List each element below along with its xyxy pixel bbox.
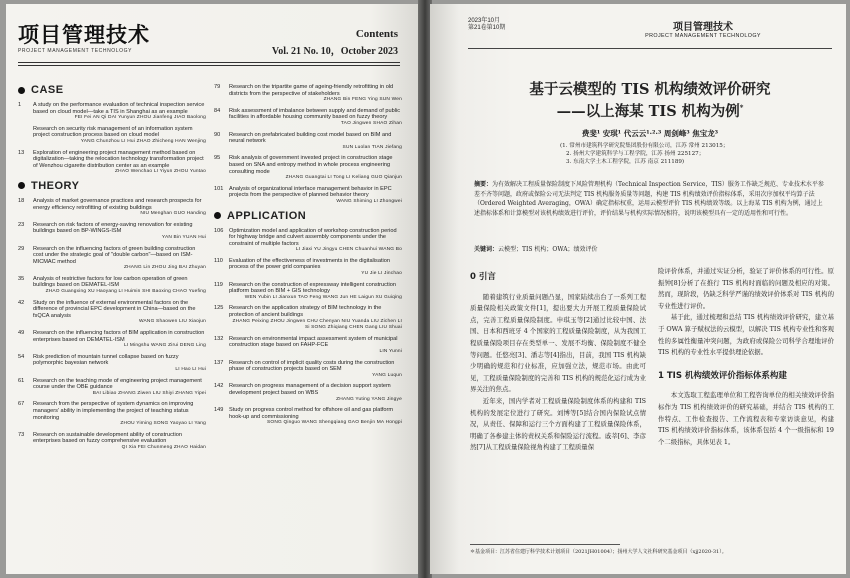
entry-page-number: 23 [18, 221, 25, 228]
contents-entry [18, 401, 206, 427]
contents-entry [214, 132, 402, 152]
body-column-left [470, 266, 646, 454]
contents-entry [18, 330, 206, 350]
entry-page-number: 106 [214, 227, 224, 234]
contents-column-left [18, 80, 206, 456]
entry-title: Research on security risk management of an information system project construction process based on cloud model [33, 125, 193, 139]
entry-authors: YAN Bin YUAN Hui [161, 234, 206, 240]
contents-entry [18, 300, 206, 326]
contents-entry [18, 150, 206, 176]
contents-entry [214, 108, 402, 128]
entry-title: Research on sustainable development ability of construction enterprises based on fuzzy comprehensive evaluation [33, 431, 182, 445]
abstract [474, 180, 824, 218]
contents-entry [18, 354, 206, 374]
entry-body [33, 276, 206, 296]
entry-page-number: 110 [214, 257, 223, 264]
contents-entry [214, 383, 402, 403]
entry-body [33, 198, 206, 218]
section-0-paragraph-1: 随着建筑行业质量问题凸显，国家陆续出台了一系列工程质量保险相关政策文件[1]，提出要大力开展工程质量保险试点，完善工程质量保险制度。申琪玉等[2]通过比较中国、法国、日本和西班牙 4 个国家的工程质量保险制度，从为我国工程质量保险项目存在类型单一、发展不均衡、保险制度不健全等问题。任悠亮[3]、潘志等[4]指出，目前，我国 TIS 机构缺少明确的规范和行业标准，应加强立法，规范市场。由此可见，工程质量保险制度的完善和 TIS 机构的规范化运行成为业界关注的焦点。 [470, 292, 646, 394]
section-title: CASE [31, 84, 64, 96]
entry-authors: YANG Chunzhou LI Hui ZHAO Zhicheng HAN Wenjing [80, 138, 206, 144]
entry-page-number: 79 [214, 84, 221, 90]
entry-authors: QI Xia FEI Chunmeng ZHAO Haidan [121, 444, 206, 450]
entry-title: Risk assessment of imbalance between supply and demand of public facilities in affordable housing community based on fuzzy theory [229, 107, 401, 121]
contents-entry [214, 258, 402, 278]
entry-body [229, 108, 402, 128]
contents-title: Contents [355, 28, 398, 40]
entry-title: Research on the influencing factors of BIM application in construction enterprises based on DEMATEL-ISM [33, 330, 205, 343]
section-1-heading: 1 TIS 机构绩效评价指标体系构建 [658, 370, 787, 381]
contents-entry [18, 198, 206, 218]
entry-title: Risk prediction of mountain tunnel collapse based on fuzzy polymorphic bayesian network [33, 353, 179, 367]
entry-title: Evaluation of the effectiveness of investments in the digitalisation process of the power grid companies [229, 257, 390, 271]
entry-title: Research from the perspective of system dynamics on improving managers' ability in implementing the project of teaching status monitoring [33, 401, 194, 421]
entry-title: Research on the teaching mode of engineering project management course under the OBE guidance [33, 377, 202, 391]
entry-authors: LI Hao LI Hui [175, 367, 206, 372]
running-logo-subtitle: PROJECT MANAGEMENT TECHNOLOGY [645, 33, 761, 39]
entry-authors: WANG Shaowen LIU Xiaojun [138, 319, 206, 325]
header-rule-thin [18, 65, 400, 66]
entry-body [229, 132, 402, 152]
contents-page [6, 4, 420, 574]
entry-page-number: 95 [214, 155, 221, 162]
entry-body [229, 336, 402, 356]
entry-body [33, 401, 206, 427]
entry-page-number: 29 [18, 245, 25, 252]
contents-entry [214, 360, 402, 380]
section-title: APPLICATION [227, 209, 307, 222]
entry-authors: LI Mingshu WANG Zirui DENG Ling [124, 343, 206, 349]
contents-entry [18, 276, 206, 296]
entry-page-number: 142 [214, 383, 224, 390]
entry-page-number: 35 [18, 275, 25, 282]
volume-issue: Vol. 21 No. 10，October 2023 [271, 46, 398, 57]
article-authors: 费斐¹ 安琪¹ 代云云¹·²·³ 周剑峰³ 焦宝龙³ [581, 129, 719, 138]
affiliation-2: 2. 扬州大学建筑科学与工程学院，江苏 扬州 225127； [566, 151, 705, 157]
contents-entry [214, 186, 402, 206]
entry-title: Risk analysis of government invested project in construction stage based on SNA and entropy method in whole process engineering consulting mode [229, 155, 393, 175]
issue-number: 第21卷第10期 [468, 25, 506, 31]
entry-authors: FEI Fei AN Qi DAI Yunyun ZHOU Jianfeng JIAO Baolong [74, 115, 206, 121]
issue-info [468, 18, 505, 32]
entry-page-number: 137 [214, 359, 224, 366]
entry-authors: ZHANG Guangtai LI Tong LI Keliang GUO Qianjun [285, 175, 402, 181]
entry-authors: ZHAO Guangxing XU Haoyang LI Huimin SHI Baoxing CHAO Yuefing [45, 289, 206, 295]
section-bullet-icon [18, 87, 25, 94]
entry-authors: ZHOU Yiming SONG Yaoyao LI Yang [120, 421, 206, 427]
section-title: THEORY [31, 179, 80, 192]
contents-entry [214, 305, 402, 331]
contents-entry [18, 378, 206, 398]
entry-body [33, 432, 206, 452]
section-0-paragraph-2: 近年来，国内学者对工程质量保险制度体系的构建和 TIS 机构的发展定位进行了研究。刘博等[5]结合国内保险试点情况，从责任、保障和运行三个方面构建了工程质量保险体系，明确了各参建主体的责权关系和保险运行流程。戚莘[6]、李彦然[7]从工程质量保险视角构建了工程质量保 [470, 396, 646, 452]
entry-title: Research on progress management of a decision support system development project based on WBS [229, 383, 391, 396]
entry-body [33, 126, 206, 146]
title-footnote-mark: * [739, 103, 744, 113]
entry-body [33, 102, 206, 122]
entry-page-number: 42 [18, 299, 25, 306]
entry-title: Research on prefabricated building cost model based on BIM and neural network [229, 131, 392, 145]
entry-title: A study on the performance evaluation of technical inspection service based on cloud model—take a TIS in Shanghai as an example [33, 102, 205, 115]
affiliation-1: (1. 常州市建筑科学研究院集团股份有限公司，江苏 常州 213015； [560, 143, 729, 149]
abstract-label: 摘要： [474, 181, 493, 188]
entry-body [33, 300, 206, 326]
entry-title: Analysis of restrictive factors for low carbon operation of green buildings based on DEMATEL-ISM [33, 275, 188, 289]
entry-body [229, 360, 402, 380]
entry-page-number: 73 [18, 431, 25, 438]
entry-page-number: 13 [18, 149, 25, 156]
header-rule [18, 62, 400, 63]
entry-body [229, 407, 402, 427]
article-page [430, 4, 846, 574]
entry-title: Analysis of organizational interface management behavior in EPC projects from the perspective of planned behavior theory [229, 185, 392, 199]
article-title-line2 [468, 100, 832, 121]
section-1-paragraph-1: 本文选取工程监理单位和工程咨询单位的相关绩效评价指标作为 TIS 机构绩效评价的研究基础，并结合 TIS 机构的工作特点、工作检查报告、工作流程表和专家访谈意见，构建 TIS 机构绩效评价指标体系，该体系包括 4 个一级指标和 19 个二级指标，具体见表 1。 [658, 391, 834, 446]
contents-entry [214, 407, 402, 427]
entry-body [33, 246, 206, 272]
entry-authors: TAO Jingwen SHAO Zihan [340, 120, 402, 126]
journal-logo [18, 24, 150, 54]
article-title-line1: 基于云模型的 TIS 机构绩效评价研究 [529, 81, 771, 98]
entry-title: Study on progress control method for offshore oil and gas platform hook-up and commissioning [229, 407, 394, 420]
entry-page-number: 149 [214, 407, 224, 414]
entry-body [229, 305, 402, 331]
entry-body [229, 228, 402, 254]
entry-title: Study on the influence of external environmental factors on the difference of provincial EPC development in China—based on the fsQCA analysis [33, 299, 196, 319]
abstract-text: 为有效解决工程质量保险制度下风险管理机构（Technical Inspection Service，TIS）服务工作缺乏规范、专业技术水平参差不齐等问题，政府或保险公司无法判定 TIS 机构服务质量等问题，构建 TIS 机构绩效评价指标体系，采用次序加权平均算子法（Ordered Weighted Averaging，OWA）确定指标权重，运用云模型评价 TIS 机构绩效等级。以上海某 TIS 机构为例，通过上述指标体系和计算模型对该机构绩效进行评价，评价结果与机构实际情况相符，说明该模型具有一定的适用性和可行性。 [474, 181, 824, 217]
entry-title: Research on control of implicit quality costs during the construction phase of construction projects based on SEM [229, 359, 395, 373]
contents-entry [214, 228, 402, 254]
funding-footnote: ＊基金项目：江苏省住建厅科学技术计划项目（2021JH01004）；扬州大学人文社科研究基金项目（xjj2020-31）。 [470, 544, 620, 555]
section-heading [18, 180, 206, 192]
contents-entry [18, 126, 206, 146]
entry-body [33, 378, 206, 398]
journal-logo-subtitle: PROJECT MANAGEMENT TECHNOLOGY [18, 48, 133, 54]
entry-page-number: 132 [214, 335, 224, 342]
entry-body [33, 330, 206, 350]
entry-title: Analysis of market governance practices and research prospects for energy efficiency retrofitting of existing buildings [33, 197, 202, 211]
entry-page-number: 54 [18, 353, 25, 360]
entry-page-number [18, 126, 33, 146]
section-0-heading: 0 引言 [470, 272, 496, 282]
keywords [474, 244, 598, 253]
entry-authors: ZHANG Peixing ZHOU Jingwen CHU Chenyan NIU Yuanda LIU Zichen LI Si SONG Zhiqiang CHEN Gang LIU Shuai [232, 318, 402, 331]
entry-authors: ZHAO Wenchao LI Yiyun ZHOU Yuntao [115, 169, 206, 175]
running-logo-text: 项目管理技术 [673, 22, 733, 33]
entry-body [33, 150, 206, 176]
keywords-text: 云模型；TIS 机构；OWA；绩效评价 [498, 246, 598, 253]
entry-title: Research on the application strategy of BIM technology in the protection of ancient buildings [229, 305, 382, 319]
entry-authors: NIU Menghan GUO Handing [140, 211, 206, 217]
entry-authors: BAI Libiao ZHANG Ziwen LIU Shiyi ZHANG Yipei [92, 390, 206, 396]
author-affiliations [560, 142, 728, 166]
entry-authors: SUN Luolan TIAN Jiefang [342, 144, 402, 150]
entry-title: Research on environmental impact assessment system of municipal construction stage based on FAHP-FCE [229, 335, 398, 349]
entry-page-number: 1 [18, 102, 22, 108]
entry-authors: ZHANG Yuting YANG Jingye [336, 396, 402, 402]
entry-body [229, 84, 402, 104]
running-header-rule [468, 48, 832, 49]
contents-header [272, 28, 398, 57]
entry-page-number: 125 [214, 305, 224, 312]
entry-authors: SONG Qinguo WANG Shengqiang GAO Benjin MA Hongpi [266, 420, 402, 426]
contents-entry [18, 432, 206, 452]
contents-entry [18, 246, 206, 272]
entry-title: Exploration of engineering project management method based on digitalization—taking the relocation technology transformation project of Wenzhou cigarette distribution center as an example [33, 149, 204, 169]
contents-entry [214, 336, 402, 356]
section-heading [18, 84, 206, 96]
section-bullet-icon [18, 182, 25, 189]
contents-entry [18, 222, 206, 242]
entry-page-number: 101 [214, 185, 224, 192]
entry-title: Research on risk factors of energy-saving renovation for existing buildings based on BP-WINGS-ISM [33, 221, 193, 235]
section-0-paragraph-4: 基于此，通过梳理和总结 TIS 机构绩效评价研究，建立基于 OWA 算子赋权法的云模型，以解决 TIS 机构专业性和客观性的多属性衡量冲突问题，为政府或保险公司科学合理地评价 TIS 机构的专业性水平提供理论依据。 [658, 313, 834, 357]
contents-entry [214, 282, 402, 302]
contents-entry [214, 155, 402, 181]
entry-page-number: 67 [18, 401, 25, 408]
entry-title: Research on the influencing factors of green building construction cost under the strategic goal of "double carbon"—based on ISM-MICMAC method [33, 245, 196, 265]
issue-date: 2023年10月 [468, 18, 501, 24]
entry-authors: LIN Yunni [379, 349, 402, 354]
entry-body [229, 282, 402, 302]
keywords-label: 关键词： [474, 246, 499, 253]
entry-authors: ZHANG Lin ZHOU Jing BAI Zhuyan [124, 265, 206, 271]
contents-entry [214, 84, 402, 104]
entry-title: Research on the tripartite game of ageing-friendly retrofitting in old districts from the perspective of stakeholders [229, 84, 394, 97]
section-0-paragraph-3: 险评价体系，并通过实证分析，验证了评价体系的可行性。原振钟[8]分析了在推行 TIS 机构时面临的问题及相应的对策。然而，现阶段，仍缺乏科学严谨的绩效评价体系对 TIS 机构的专业性进行评价。 [658, 267, 834, 310]
affiliation-3: 3. 东南大学土木工程学院，江苏 南京 211189) [566, 159, 685, 165]
contents-entry [18, 102, 206, 122]
entry-body [33, 354, 206, 374]
entry-authors: YANG Luqun [372, 372, 402, 378]
entry-page-number: 49 [18, 330, 25, 337]
entry-page-number: 18 [18, 197, 25, 204]
entry-body [229, 258, 402, 278]
entry-authors: ZHANG Bin FENG Ying SUN Wen [323, 97, 402, 103]
body-column-right [658, 266, 834, 448]
entry-title: Optimization model and application of workshop construction period for highway bridge and culvert assembly components under the constraint of multiple factors [229, 227, 397, 247]
section-heading [214, 210, 402, 222]
article-subtitle: ——以上海某 TIS 机构为例 [556, 103, 740, 120]
entry-body [229, 186, 402, 206]
entry-body [229, 383, 402, 403]
journal-logo-text: 项目管理技术 [18, 23, 150, 47]
entry-page-number: 90 [214, 131, 221, 138]
entry-title: Research on the construction of expressway intelligent construction platform based on BIM + GIS technology [229, 281, 396, 295]
section-bullet-icon [214, 212, 221, 219]
entry-authors: WANG Shiming LI Zhongwei [336, 198, 402, 204]
contents-column-right [214, 84, 402, 431]
entry-body [229, 155, 402, 181]
entry-page-number: 119 [214, 281, 223, 288]
entry-authors: LI Jiaxi YU Jingyu CHEN Chuanhui WANG Bo [295, 247, 402, 253]
entry-page-number: 84 [214, 107, 221, 114]
entry-page-number: 61 [18, 377, 25, 384]
entry-authors: WEN Yubin LI Jianxun TAO Feng WANG Jun HE Laigun XU Guiqing [244, 294, 402, 300]
running-header-logo [560, 18, 846, 39]
entry-body [33, 222, 206, 242]
entry-authors: YU Jie LI Jinchao [361, 271, 402, 277]
